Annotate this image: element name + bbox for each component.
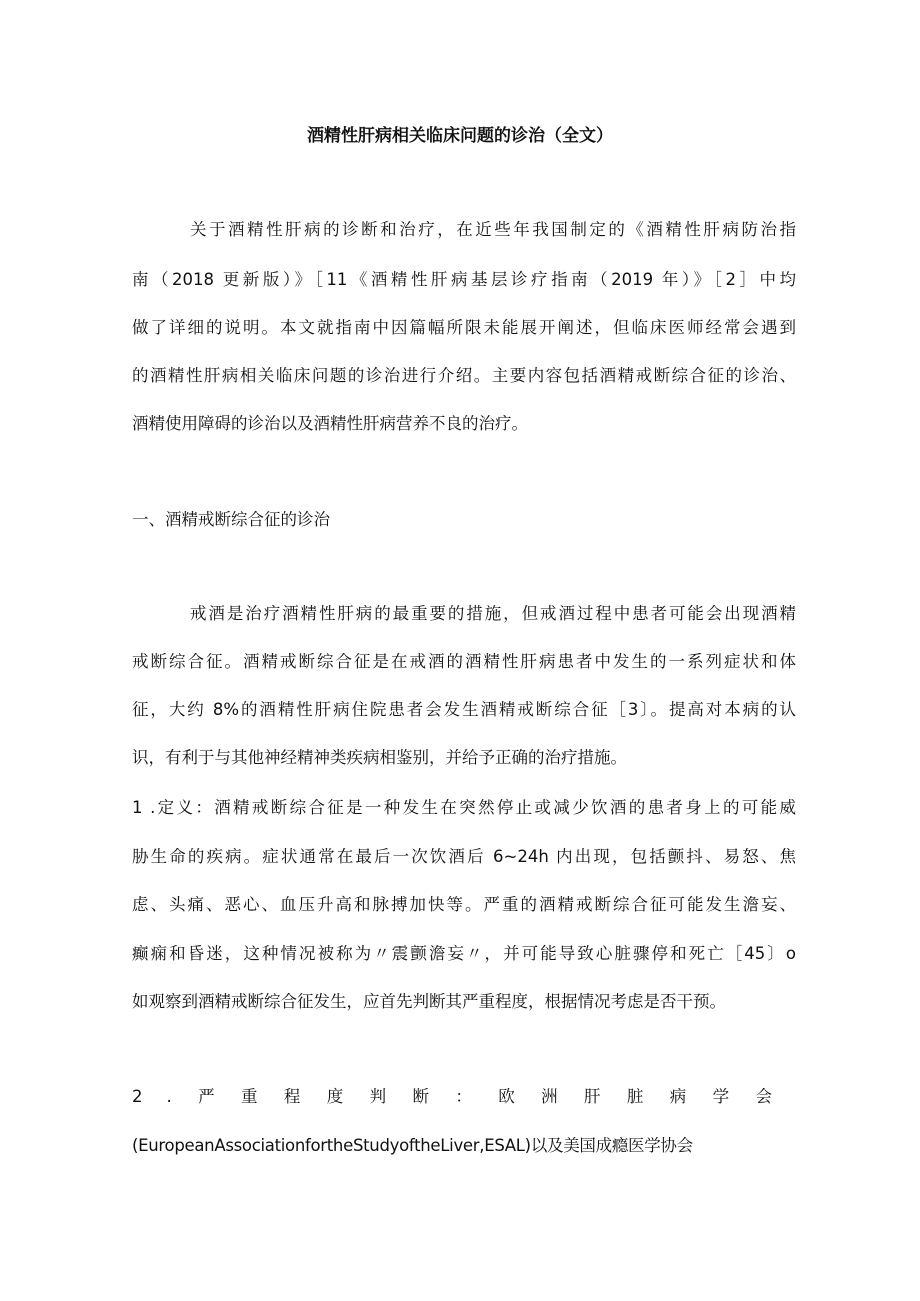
page-title: 酒精性肝病相关临床问题的诊治（全文） bbox=[307, 126, 613, 146]
intro-line-5: 酒精使用障碍的诊治以及酒精性肝病营养不良的治疗。 bbox=[132, 414, 528, 433]
section1-line-4: 识，有利于与其他神经精神类疾病相鉴别，并给予正确的治疗措施。 bbox=[132, 748, 627, 767]
section1-line-2: 戒断综合征。酒精戒断综合征是在戒酒的酒精性肝病患者中发生的一系列症状和体 bbox=[132, 652, 796, 671]
definition-line-4: 癫痫和昏迷，这种情况被称为〃震颤澹妄〃，并可能导致心脏骤停和死亡［45〕o bbox=[132, 944, 796, 963]
intro-line-1: 关于酒精性肝病的诊断和治疗，在近些年我国制定的《酒精性肝病防治指 bbox=[190, 220, 796, 239]
definition-line-5: 如观察到酒精戒断综合征发生，应首先判断其严重程度，根据情况考虑是否干预。 bbox=[132, 992, 726, 1011]
severity-line-2: (EuropeanAssociationfortheStudyoftheLiver,ESAL)以及美国成瘾医学协会 bbox=[132, 1136, 693, 1155]
intro-line-4: 的酒精性肝病相关临床问题的诊治进行介绍。主要内容包括酒精戒断综合征的诊治、 bbox=[132, 366, 796, 385]
definition-line-3: 虑、头痛、恶心、血压升高和脉搏加快等。严重的酒精戒断综合征可能发生澹妄、 bbox=[132, 895, 796, 914]
section1-line-1: 戒酒是治疗酒精性肝病的最重要的措施，但戒酒过程中患者可能会出现酒精 bbox=[190, 604, 796, 623]
severity-line-1: 2.严重程度判断：欧洲肝脏病学会 bbox=[132, 1087, 796, 1106]
section-heading: 一、酒精戒断综合征的诊治 bbox=[132, 510, 330, 529]
intro-line-3: 做了详细的说明。本文就指南中因篇幅所限未能展开阐述，但临床医师经常会遇到 bbox=[132, 318, 796, 337]
section1-line-3: 征，大约 8%的酒精性肝病住院患者会发生酒精戒断综合征［3〕。提高对本病的认 bbox=[132, 700, 796, 719]
definition-line-1: 1 .定义：酒精戒断综合征是一种发生在突然停止或减少饮酒的患者身上的可能威 bbox=[132, 798, 796, 817]
definition-line-2: 胁生命的疾病。症状通常在最后一次饮酒后 6~24h 内出现，包括颤抖、易怒、焦 bbox=[132, 847, 796, 866]
intro-line-2: 南（2018 更新版）》［11《酒精性肝病基层诊疗指南（2019 年）》［2］中均 bbox=[132, 270, 796, 289]
